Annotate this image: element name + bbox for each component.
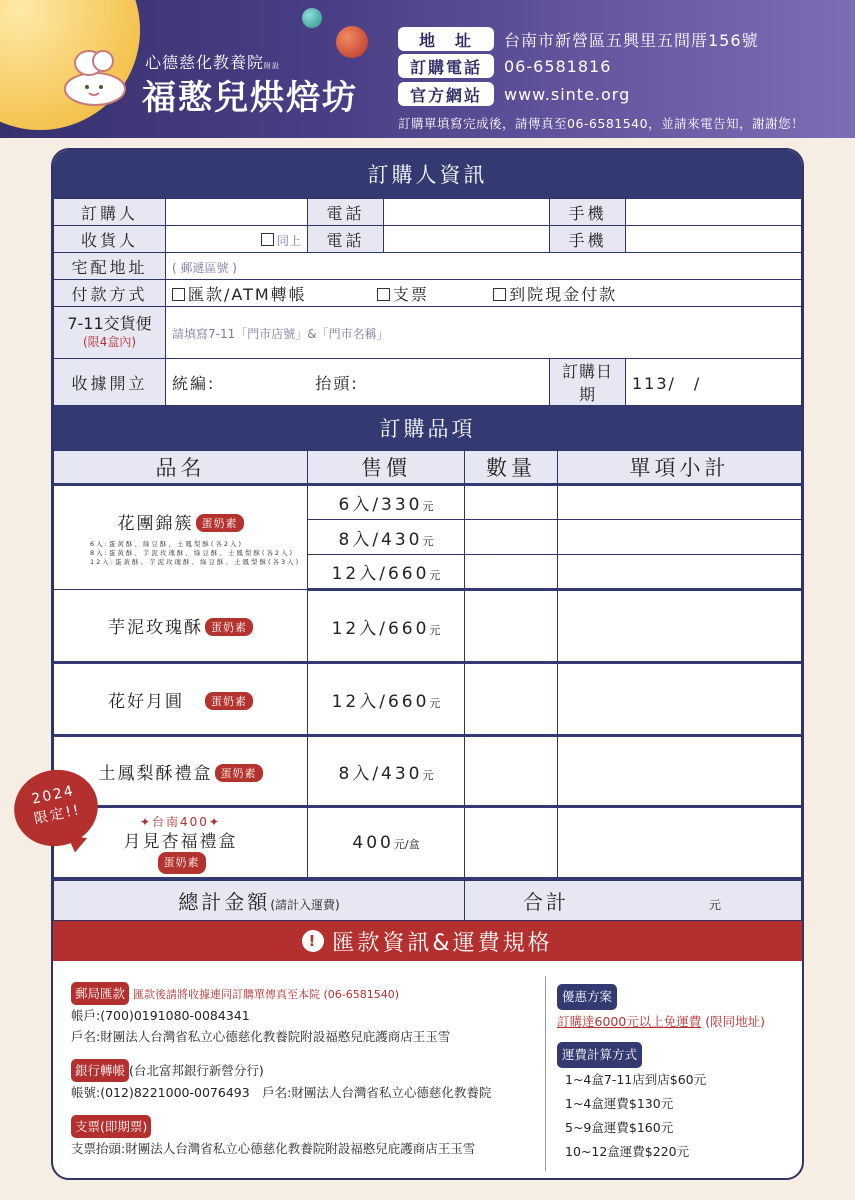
receiver-label: 收貨人 — [54, 226, 166, 253]
total-label: 總計金額(請計入運費) — [54, 881, 465, 921]
orderer-phone-field[interactable] — [384, 199, 550, 226]
qty-field[interactable] — [465, 485, 558, 520]
fax-note: 訂購單填寫完成後，請傳真至06-6581540，並請來電告知，謝謝您！ — [398, 116, 805, 131]
product-moon-set: 花好月圓 蛋奶素 — [54, 663, 308, 736]
phone-row — [398, 54, 611, 78]
shipping-info — [557, 984, 802, 1164]
qty-field[interactable] — [465, 520, 558, 555]
delivery-address-field[interactable] — [166, 253, 802, 280]
org-name: 心德慈化教養院附設 — [145, 53, 281, 72]
col-price: 售價 — [308, 451, 465, 485]
subtotal-field[interactable] — [558, 485, 802, 520]
price-6: 6入/330元 — [308, 485, 465, 520]
col-subtotal: 單項小計 — [558, 451, 802, 485]
receiver-name-field[interactable] — [166, 226, 308, 253]
pay-transfer-checkbox[interactable] — [172, 288, 185, 301]
sum-unit: 元 — [709, 898, 725, 912]
items-section-title: 訂購品項 — [53, 406, 802, 450]
brand-title: 福憨兒烘焙坊 — [142, 78, 358, 118]
items-table — [53, 450, 802, 880]
qty-field[interactable] — [465, 807, 558, 879]
pay-transfer-label: 匯款/ATM轉帳 — [188, 284, 307, 304]
receipt-field[interactable] — [166, 359, 550, 406]
divider — [545, 976, 546, 1171]
receipt-title-label: 抬頭: — [315, 373, 359, 393]
pay-check-checkbox[interactable] — [377, 288, 390, 301]
ship-tag: 運費計算方式 — [557, 1042, 642, 1068]
payment-section-title: ! 匯款資訊&運費規格 — [53, 921, 802, 961]
sum-field[interactable] — [465, 881, 802, 921]
product-apricot-box: ✦台南400✦ 月見杏福禮盒 蛋奶素 — [54, 807, 308, 879]
receiver-mobile-field[interactable] — [626, 226, 802, 253]
pay-check-label: 支票 — [392, 284, 429, 304]
tax-id-label: 統編: — [172, 373, 216, 393]
orderer-mobile-label: 手機 — [550, 199, 626, 226]
price-moon: 12入/660元 — [308, 663, 465, 736]
zip-hint: ( 郵遞區號 ) — [172, 260, 237, 275]
bank-tag: 銀行轉帳 — [71, 1059, 129, 1082]
website-label: 官方網站 — [398, 82, 494, 106]
subtotal-field[interactable] — [558, 590, 802, 663]
check-tag: 支票(即期票) — [71, 1115, 151, 1138]
tainan-400-tag: ✦台南400✦ — [139, 814, 221, 829]
orderer-label: 訂購人 — [54, 199, 166, 226]
orderer-mobile-field[interactable] — [626, 199, 802, 226]
receipt-label: 收據開立 — [54, 359, 166, 406]
price-8: 8入/430元 — [308, 520, 465, 555]
product-flower-set: 花團錦簇 蛋奶素 6入:蛋黃酥、綠豆酥、土鳳梨酥(各2入) 8入:蛋黃酥、芋泥玫瑰酥、綠豆酥、土鳳梨酥(各2入) 12入:蛋黃酥、芋泥玫瑰酥、綠豆酥、土鳳梨酥(各3入) — [54, 485, 308, 590]
address-label: 地 址 — [398, 27, 494, 51]
phone-label: 訂購電話 — [398, 54, 494, 78]
vegetarian-badge: 蛋奶素 — [158, 852, 206, 874]
orderer-phone-label: 電話 — [308, 199, 384, 226]
order-date-field[interactable]: 113/ / — [626, 359, 802, 406]
qty-field[interactable] — [465, 555, 558, 590]
subtotal-field[interactable] — [558, 807, 802, 879]
website-row — [398, 82, 630, 106]
promo-limit: (限同地址) — [705, 1014, 766, 1029]
address-row — [398, 27, 759, 51]
qty-field[interactable] — [465, 736, 558, 807]
orderer-name-field[interactable] — [166, 199, 308, 226]
product-pineapple-box: 土鳳梨酥禮盒 蛋奶素 — [54, 736, 308, 807]
promo-text: 訂購達6000元以上免運費 — [557, 1014, 702, 1029]
website-value: www.sinte.org — [504, 84, 631, 104]
seven-eleven-hint: 請填寫7-11「門市店號」&「門市名稱」 — [172, 327, 389, 341]
price-taro: 12入/660元 — [308, 590, 465, 663]
orderer-table — [53, 198, 802, 406]
ship-rate: 10~12盒運費$220元 — [565, 1144, 690, 1159]
chef-mascot-icon — [55, 45, 135, 107]
receiver-phone-label: 電話 — [308, 226, 384, 253]
col-name: 品名 — [54, 451, 308, 485]
seven-eleven-label: 7-11交貨便 (限4盒內) — [54, 307, 166, 359]
product-flower-desc: 6入:蛋黃酥、綠豆酥、土鳳梨酥(各2入) 8入:蛋黃酥、芋泥玫瑰酥、綠豆酥、土鳳梨酥(各2入) 12入:蛋黃酥、芋泥玫瑰酥、綠豆酥、土鳳梨酥(各3入) — [90, 539, 301, 566]
price-12: 12入/660元 — [308, 555, 465, 590]
ship-rate: 1~4盒運費$130元 — [565, 1096, 674, 1111]
address-label: 宅配地址 — [54, 253, 166, 280]
same-as-label: 同上 — [276, 233, 301, 248]
address-value: 台南市新營區五興里五間厝156號 — [504, 30, 759, 50]
vegetarian-badge: 蛋奶素 — [205, 618, 253, 636]
promo-tag: 優惠方案 — [557, 984, 617, 1010]
receiver-mobile-label: 手機 — [550, 226, 626, 253]
payment-options — [166, 280, 802, 307]
order-date-label: 訂購日期 — [550, 359, 626, 406]
ship-rate: 5~9盒運費$160元 — [565, 1120, 674, 1135]
total-row — [53, 880, 802, 921]
bank-branch: (台北富邦銀行新營分行) — [129, 1063, 264, 1078]
subtotal-field[interactable] — [558, 520, 802, 555]
check-title: 支票抬頭:財團法人台灣省私立心德慈化教養院附設福憨兒庇護商店王玉雪 — [71, 1141, 476, 1156]
subtotal-field[interactable] — [558, 736, 802, 807]
vegetarian-badge: 蛋奶素 — [196, 514, 244, 532]
pay-cash-checkbox[interactable] — [493, 288, 506, 301]
vegetarian-badge: 蛋奶素 — [205, 692, 253, 710]
payment-label: 付款方式 — [54, 280, 166, 307]
seven-eleven-field[interactable] — [166, 307, 802, 359]
price-pineapple: 8入/430元 — [308, 736, 465, 807]
payment-info — [71, 982, 551, 1159]
same-as-orderer-checkbox[interactable] — [261, 233, 274, 246]
post-name: 戶名:財團法人台灣省私立心德慈化教養院附設福憨兒庇護商店王玉雪 — [71, 1029, 451, 1044]
header-banner — [0, 0, 855, 138]
receiver-phone-field[interactable] — [384, 226, 550, 253]
subtotal-field[interactable] — [558, 555, 802, 590]
subtotal-field[interactable] — [558, 663, 802, 736]
limited-2024-badge: 2024 限定!! — [7, 762, 105, 854]
ship-rate: 1~4盒7-11店到店$60元 — [565, 1072, 707, 1087]
price-apricot: 400元/盒 — [308, 807, 465, 879]
planet-icon — [302, 8, 322, 28]
order-form — [51, 148, 804, 1180]
vegetarian-badge: 蛋奶素 — [215, 764, 263, 782]
phone-value: 06-6581816 — [504, 56, 612, 76]
sum-label: 合計 — [523, 890, 569, 914]
post-note: 匯款後請將收據連同訂購單傳真至本院 (06-6581540) — [133, 988, 400, 1001]
exclamation-icon: ! — [302, 930, 324, 952]
col-qty: 數量 — [465, 451, 558, 485]
qty-field[interactable] — [465, 590, 558, 663]
qty-field[interactable] — [465, 663, 558, 736]
orderer-section-title: 訂購人資訊 — [53, 150, 802, 198]
pay-cash-label: 到院現金付款 — [509, 284, 618, 304]
planet-icon — [336, 26, 368, 58]
post-tag: 郵局匯款 — [71, 982, 129, 1005]
product-taro-rose: 芋泥玫瑰酥 蛋奶素 — [54, 590, 308, 663]
bank-account: 帳號:(012)8221000-0076493 戶名:財團法人台灣省私立心德慈化教養院 — [71, 1085, 492, 1100]
post-account: 帳戶:(700)0191080-0084341 — [71, 1008, 250, 1023]
